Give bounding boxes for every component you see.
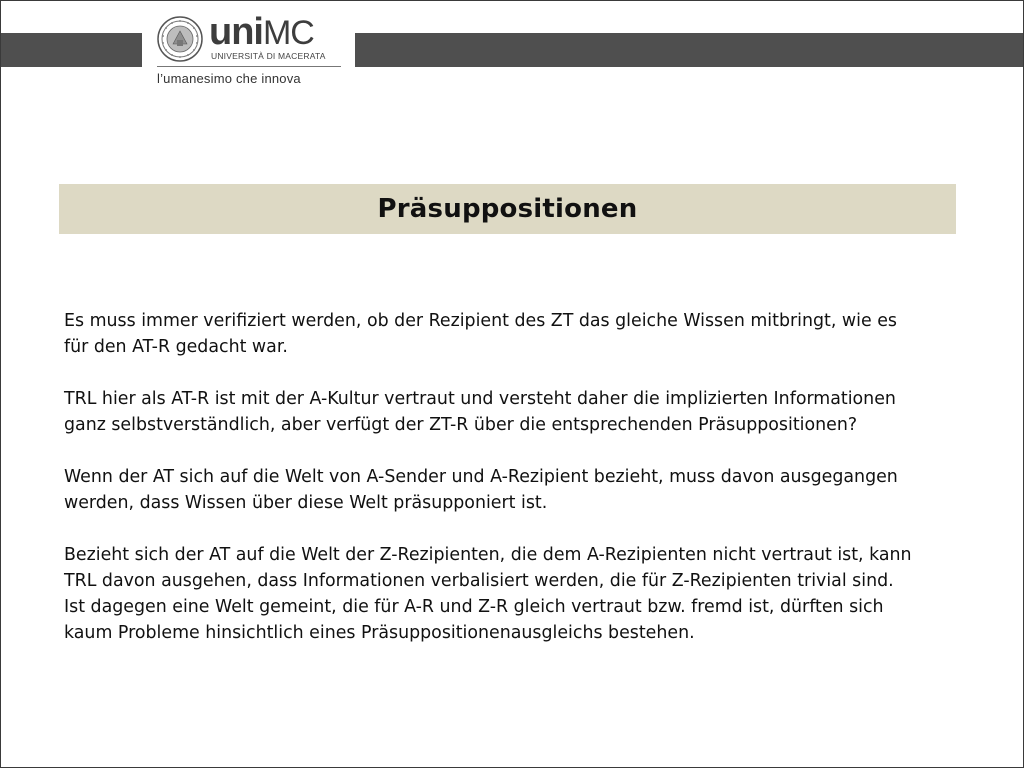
university-seal-icon — [157, 16, 203, 62]
title-bar — [59, 184, 956, 234]
brand-bold: uni — [209, 11, 263, 53]
logo-divider — [157, 66, 341, 67]
slide-body — [64, 308, 964, 672]
body-paragraph: Bezieht sich der AT auf die Welt der Z-Rezipienten, die dem A-Rezipienten nicht vertraut ist, kann TRL davon ausgehen, dass Informationen verbalisiert werden, die für Z-Rezipienten trivial sind. Ist dagegen eine Welt gemeint, die für A-R und Z-R gleich vertraut bzw. fremd ist, dürften sich kaum Probleme hinsichtlich eines Präsuppositionenausgleichs bestehen. — [64, 545, 912, 643]
university-logo — [153, 11, 345, 91]
body-paragraph: TRL hier als AT-R ist mit der A-Kultur vertraut und versteht daher die implizierten Informationen ganz selbstverständlich, aber verfügt der ZT-R über die entsprechenden Präsuppositionen? — [64, 389, 896, 435]
brand-wordmark — [209, 13, 314, 51]
body-paragraph: Wenn der AT sich auf die Welt von A-Sender und A-Rezipient bezieht, muss davon ausgegangen werden, dass Wissen über diese Welt präsupponiert ist. — [64, 467, 898, 513]
body-paragraph: Es muss immer verifiziert werden, ob der Rezipient des ZT das gleiche Wissen mitbringt, wie es für den AT-R gedacht war. — [64, 311, 897, 357]
header-band-right — [355, 33, 1023, 67]
university-name: UNIVERSITÀ DI MACERATA — [211, 51, 326, 61]
brand-light: MC — [262, 14, 314, 52]
university-tagline: l’umanesimo che innova — [157, 71, 301, 86]
slide-title: Präsuppositionen — [377, 194, 638, 224]
header-band-left — [1, 33, 142, 67]
